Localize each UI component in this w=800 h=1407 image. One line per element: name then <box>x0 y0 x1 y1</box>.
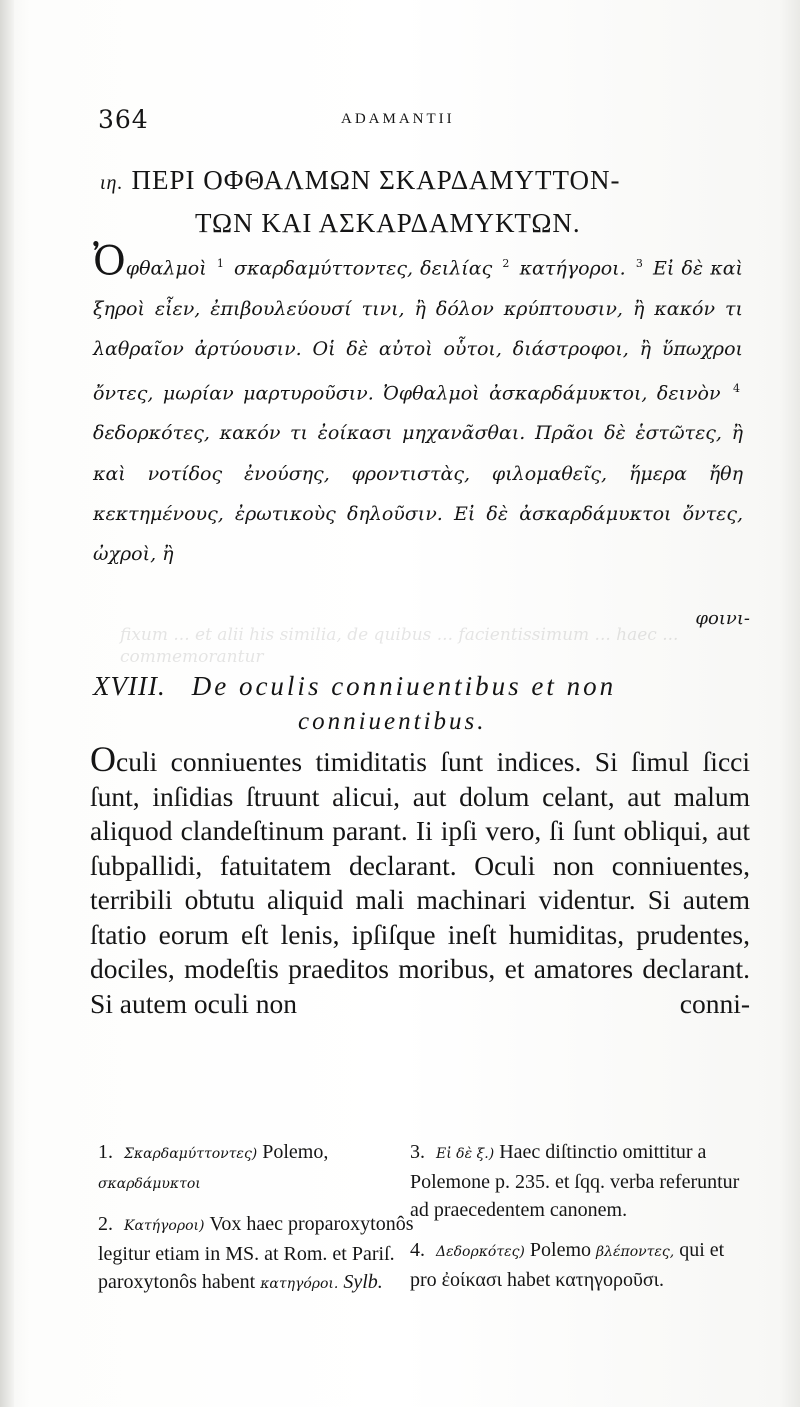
page-header <box>98 105 748 145</box>
greek-catchword: φοινι- <box>695 608 750 629</box>
footnote-3 <box>410 1138 752 1224</box>
latin-section-title <box>93 668 753 740</box>
show-through-text: fixum ... et alii his similia, de quibus ... facientissimum ... haec ... commemorantur <box>120 625 679 667</box>
footnote-ref-2: 2 <box>502 257 510 270</box>
footnote-ref-3: 3 <box>635 257 643 270</box>
footnote-ref-1: 1 <box>216 257 224 270</box>
footnote-text: Polemo, <box>262 1141 329 1163</box>
greek-initial: Ὀ <box>93 238 126 285</box>
footnote-2 <box>98 1210 416 1298</box>
footnote-tail: qui et pro ἐοίκασι habet κατηγοροῦσι. <box>410 1239 725 1291</box>
greek-text-e: δεδορκότες, κακόν τι ἐοίκασι μηχανᾶσθαι. Πρᾶοι δὲ ἑστῶτες, ἢ καὶ νοτίδος ἐνούσης, φροντιστὰς, φιλομαθεῖς, ἥμερα ἤθη κεκτημένους, ἐρωτικοὺς δηλοῦσιν. Εἰ δὲ ἀσκαρδάμυκτοι ὄντες, ὠχροὶ, ἢ <box>93 422 743 566</box>
footnote-lemma: Κατήγοροι) <box>124 1218 205 1234</box>
page-number: 364 <box>98 105 149 134</box>
greek-text-a: φθαλμοὶ <box>125 257 207 280</box>
footnote-ref-4: 4 <box>733 381 741 395</box>
latin-initial: O <box>90 739 116 779</box>
footnote-label: 3. <box>410 1141 425 1163</box>
footnote-text: Polemo <box>529 1239 592 1261</box>
latin-section-number: XVIII. <box>93 671 166 701</box>
latin-title-line-2: conniuentibus. <box>298 708 487 735</box>
latin-text-body: culi conniuentes timiditatis ſunt indices. Si ſimul ſicci ſunt, inſidias ſtruunt alicui, aut dolum celant, aut malum aliquod clandeſtinum parant. Ii ipſi vero, ſi ſunt obliqui, aut ſubpallidi, fatuitatem declarant. Oculi non conniuentes, terribili obtutu aliquid mali machinari videntur. Si autem ſtatio eorum eſt lenis, ipſiſque ineſt humiditas, prudentes, dociles, modeſtis praeditos moribus, et amatores declarant. Si autem oculi non <box>90 746 750 1019</box>
footnote-4 <box>410 1236 752 1294</box>
footnote-1 <box>98 1138 416 1198</box>
footnote-attribution: Sylb. <box>343 1271 383 1293</box>
greek-text-c: κατήγοροι. <box>519 257 626 280</box>
footnotes-right-column <box>410 1138 752 1306</box>
greek-text-d: Εἰ δὲ καὶ ξηροὶ εἶεν, ἐπιβουλεύουσί τινι, ἢ δόλον κρύπτουσιν, ἢ κακόν τι λαθραῖον ἀρτύουσιν. Οἱ δὲ αὐτοὶ οὗτοι, διάστροφοι, ἢ ὕπωχροι ὄντες, μωρίαν μαρτυροῦσιν. Ὀφθαλμοὶ ἀσκαρδάμυκτοι, δεινὸν <box>93 257 744 405</box>
footnote-label: 2. <box>98 1213 113 1235</box>
footnote-label: 4. <box>410 1239 425 1261</box>
page-gutter <box>0 0 14 1407</box>
greek-section-title <box>100 160 750 243</box>
footnotes-left-column <box>98 1138 416 1310</box>
footnote-text: Haec diſtinctio omittitur a Polemone p. 235. et ſqq. verba referuntur ad praecedentem canonem. <box>410 1141 740 1221</box>
footnote-text: Vox haec proparoxytonôs legitur etiam in MS. at Rom. et Pariſ. paroxytonôs habent <box>98 1213 414 1293</box>
greek-text-b: σκαρδαμύττοντες, δειλίας <box>234 257 493 280</box>
footnote-greek: βλέποντες, <box>596 1244 675 1260</box>
latin-catchword: conni- <box>679 987 750 1019</box>
footnote-lemma: Εἰ δὲ ξ.) <box>436 1146 495 1162</box>
greek-title-line-2: ΤΩΝ ΚΑΙ ΑΣΚΑΡΔΑΜΥΚΤΩΝ. <box>195 208 581 238</box>
footnote-label: 1. <box>98 1141 113 1163</box>
footnote-lemma: Δεδορκότες) <box>436 1244 525 1260</box>
latin-text <box>90 739 750 1021</box>
greek-section-number: ιη. <box>100 172 124 194</box>
latin-title-line-1: De oculis conniuentibus et non <box>191 671 617 701</box>
running-head: ADAMANTII <box>341 111 455 127</box>
footnote-greek: σκαρδάμυκτοι <box>98 1176 201 1192</box>
greek-text <box>93 238 744 574</box>
footnote-greek: κατηγόροι. <box>260 1276 339 1292</box>
footnote-lemma: Σκαρδαμύττοντες) <box>124 1146 258 1162</box>
greek-title-line-1: ΠΕΡΙ ΟΦΘΑΛΜΩΝ ΣΚΑΡΔΑΜΥΤΤΟΝ- <box>131 165 621 195</box>
